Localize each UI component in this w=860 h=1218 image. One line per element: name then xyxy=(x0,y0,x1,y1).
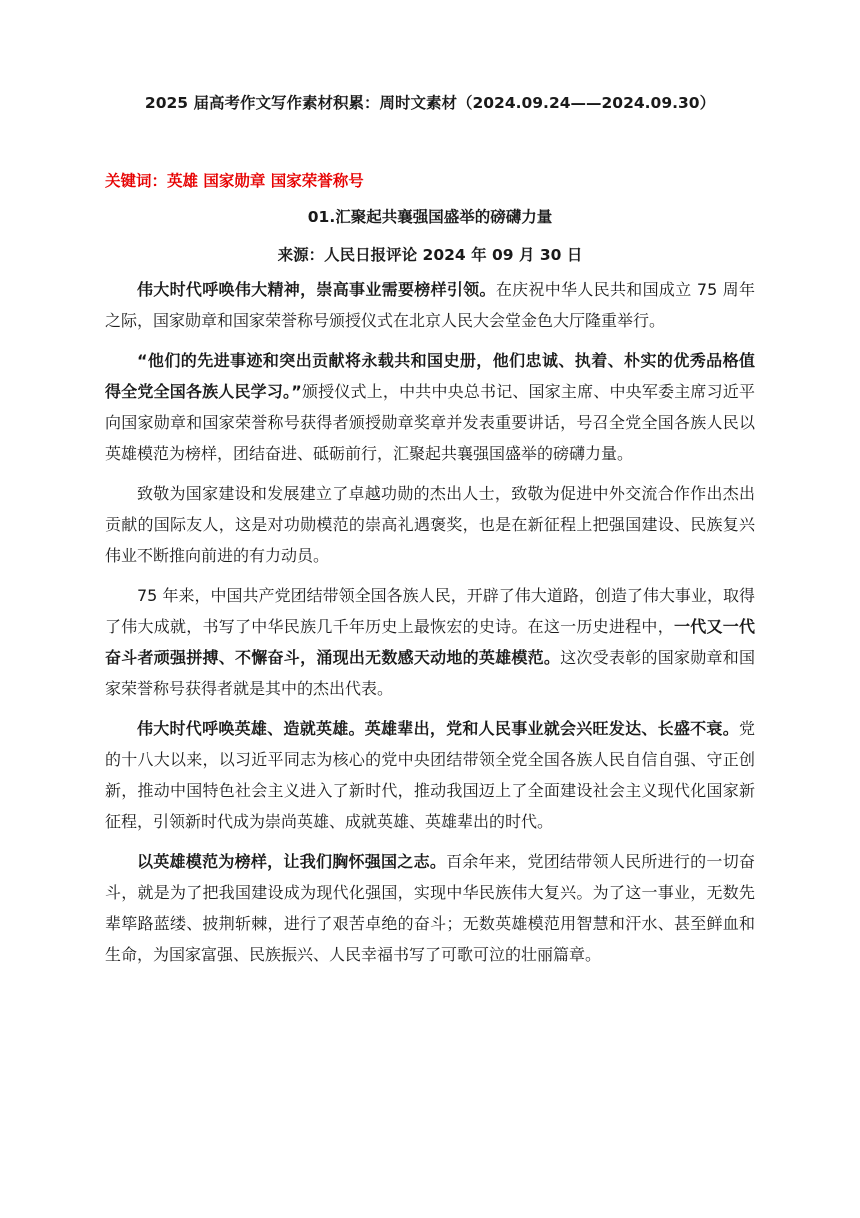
paragraph-1 xyxy=(105,274,755,336)
paragraph-4 xyxy=(105,580,755,704)
paragraph-1-lead: 伟大时代呼唤伟大精神，崇高事业需要榜样引领。 xyxy=(137,280,496,299)
paragraph-5 xyxy=(105,713,755,837)
paragraph-6 xyxy=(105,846,755,970)
paragraph-4-text: 75 年来，中国共产党团结带领全国各族人民，开辟了伟大道路，创造了伟大事业，取得了伟大成就，书写了中华民族几千年历史上最恢宏的史诗。在这一历史进程中， xyxy=(105,586,755,636)
paragraph-5-lead: 伟大时代呼唤英雄、造就英雄。英雄辈出，党和人民事业就会兴旺发达、长盛不衰。 xyxy=(137,719,739,738)
paragraph-4-tail: 这次受表彰的国家勋章和国家荣誉称号获得者就是其中的杰出代表。 xyxy=(105,648,755,698)
paragraph-2-lead: “他们的先进事迹和突出贡献将永载共和国史册，他们忠诚、执着、朴实的优秀品格值得全党全国各族人民学习。” xyxy=(105,351,755,401)
keywords-line: 关键词：英雄 国家勋章 国家荣誉称号 xyxy=(105,172,364,190)
paragraph-4-bold: 一代又一代奋斗者顽强拼搏、不懈奋斗，涌现出无数感天动地的英雄模范。 xyxy=(105,617,755,667)
paragraph-1-text: 在庆祝中华人民共和国成立 75 周年之际，国家勋章和国家荣誉称号颁授仪式在北京人民大会堂金色大厅隆重举行。 xyxy=(105,280,755,330)
paragraph-6-lead: 以英雄模范为榜样，让我们胸怀强国之志。 xyxy=(137,852,447,871)
paragraph-3-text: 致敬为国家建设和发展建立了卓越功勋的杰出人士，致敬为促进中外交流合作作出杰出贡献的国际友人，这是对功勋模范的崇高礼遇褒奖，也是在新征程上把强国建设、民族复兴伟业不断推向前进的有力动员。 xyxy=(105,484,755,565)
paragraph-2-text: 颁授仪式上，中共中央总书记、国家主席、中央军委主席习近平向国家勋章和国家荣誉称号获得者颁授勋章奖章并发表重要讲话，号召全党全国各族人民以英雄模范为榜样，团结奋进、砥砺前行，汇聚起共襄强国盛举的磅礴力量。 xyxy=(105,382,755,463)
article-title: 01.汇聚起共襄强国盛举的磅礴力量 xyxy=(307,208,553,226)
document-page xyxy=(105,90,755,970)
paragraph-6-text: 百余年来，党团结带领人民所进行的一切奋斗，就是为了把我国建设成为现代化强国，实现中华民族伟大复兴。为了这一事业，无数先辈筚路蓝缕、披荆斩棘，进行了艰苦卓绝的奋斗；无数英雄模范用智慧和汗水、甚至鲜血和生命，为国家富强、民族振兴、人民幸福书写了可歌可泣的壮丽篇章。 xyxy=(105,852,755,964)
paragraph-2 xyxy=(105,345,755,469)
paragraph-3 xyxy=(105,478,755,571)
paragraph-5-text: 党的十八大以来，以习近平同志为核心的党中央团结带领全党全国各族人民自信自强、守正创新，推动中国特色社会主义进入了新时代，推动我国迈上了全面建设社会主义现代化国家新征程，引领新时代成为崇尚英雄、成就英雄、英雄辈出的时代。 xyxy=(105,719,755,831)
document-title: 2025 届高考作文写作素材积累：周时文素材（2024.09.24——2024.09.30） xyxy=(144,94,716,112)
article-source: 来源：人民日报评论 2024 年 09 月 30 日 xyxy=(277,246,583,264)
